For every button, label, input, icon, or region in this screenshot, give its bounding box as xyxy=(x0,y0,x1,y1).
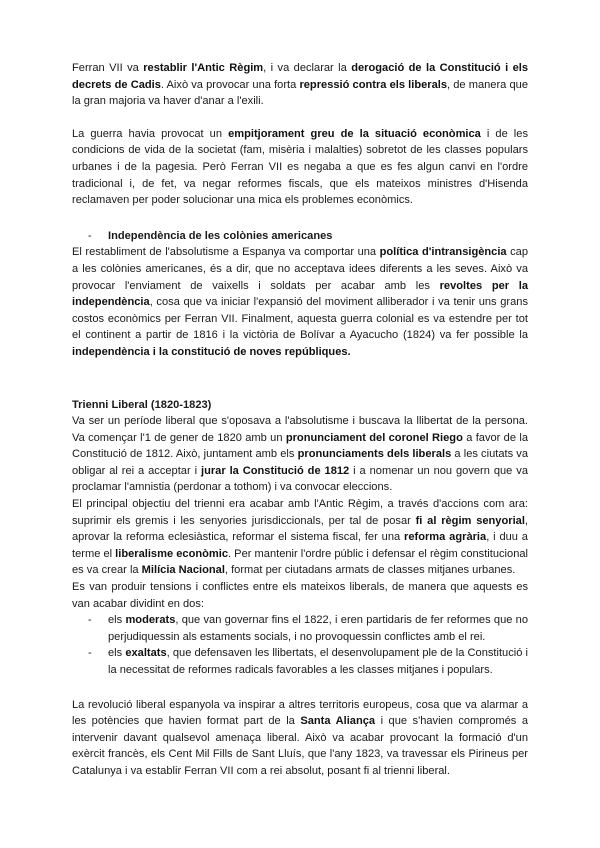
bold-text: empitjorament greu de la situació econòmica xyxy=(228,127,481,140)
document-page xyxy=(72,60,528,780)
paragraph-restoration xyxy=(72,60,528,110)
bold-text: política d'intransigència xyxy=(379,246,507,259)
text: , de manera que la gran majoria va haver d'anar a l'exili. xyxy=(72,78,528,108)
bold-text: restablir l'Antic Règim xyxy=(143,62,264,74)
bullet-dash: - xyxy=(88,614,92,627)
paragraph-economy xyxy=(72,126,528,209)
paragraph-revolution-end xyxy=(72,697,528,780)
bold-text: moderats xyxy=(125,614,176,627)
subheading-text: Independència de les colònies americanes xyxy=(108,229,333,242)
bold-text: derogació de la Constitució i els decrets de Cadis xyxy=(72,62,529,91)
bold-text: Santa Aliança xyxy=(300,715,376,728)
text: a les ciutats va obligar al rei a acceptar i xyxy=(72,448,528,477)
bold-text: Milícia Nacional xyxy=(141,564,225,577)
bullet-dash: - xyxy=(88,647,92,660)
bold-text: pronunciament del coronel Riego xyxy=(285,431,463,444)
paragraph-tensions: Es van produir tensions i conflictes entre els mateixos liberals, de manera que aquests es van acabar dividint en dos: xyxy=(72,581,528,610)
text: els xyxy=(108,647,126,660)
text: El restabliment de l'absolutisme a Espanya va comportar una xyxy=(72,246,380,259)
text: . Per mantenir l'ordre públic i defensar el règim constitucional es va crear la xyxy=(72,547,528,577)
subheading-colonies xyxy=(88,228,528,245)
bold-text: revoltes per la independència xyxy=(72,279,529,309)
text: Ferran VII va xyxy=(72,62,144,74)
bold-text: liberalisme econòmic xyxy=(115,547,229,560)
text: El principal objectiu del trienni era acabar amb l'Antic Règim, a través d'accions com ara: suprimir els gremis i les senyories jurisdiccionals, per tal de posar xyxy=(72,498,528,527)
paragraph-trienni-intro xyxy=(72,413,528,496)
bold-text: pronunciaments dels liberals xyxy=(297,448,452,461)
paragraph-colonies xyxy=(72,244,528,360)
text: a favor de la Constitució de 1812. Això, juntament amb els xyxy=(72,431,528,461)
bold-text: jurar la Constitució de 1812 xyxy=(200,464,350,477)
list-item xyxy=(88,612,528,645)
text: , i duu a terme el xyxy=(72,531,528,560)
text: , i va declarar la xyxy=(263,62,352,74)
text: . Això va provocar una forta xyxy=(160,78,300,91)
list-item xyxy=(88,645,528,678)
paragraph-trienni-goals xyxy=(72,496,528,579)
text: La guerra havia provocat un xyxy=(72,127,229,140)
text: els xyxy=(108,614,126,627)
text: i a nomenar un nou govern que va proclamar l'amnistia (perdonar a tothom) i va convocar eleccions. xyxy=(72,464,528,494)
section-heading-trienni: Trienni Liberal (1820-1823) xyxy=(72,398,212,411)
bullet-dash: - xyxy=(88,229,92,242)
bold-text: reforma agrària xyxy=(404,531,487,544)
bold-text: independència i la constitució de noves repúbliques. xyxy=(72,345,351,358)
text: , que van governar fins el 1822, i eren partidaris de fer reformes que no perjudiquessin als estaments socials, i no provoquessin conflictes amb el rei. xyxy=(108,614,528,643)
bold-text: exaltats xyxy=(125,647,167,660)
text: cap a les colònies americanes, és a dir, que no acceptava idees diferents a les seves. Això va provocar l'enviament de vaixells i soldats per acabar amb les xyxy=(72,246,529,292)
liberal-factions-list xyxy=(72,612,528,678)
bold-text: repressió contra els liberals xyxy=(299,78,447,91)
text: i que s'havien compromés a intervenir davant qualsevol amenaça liberal. Això va acabar provocant la formació d'un exèrcit francès, els Cent Mil Fills de Sant Lluís, que l'any 1823, va travessar els Pirineus per Catalunya i va establir Ferran VII com a rei absolut, posant fi al trienni liberal. xyxy=(72,715,528,777)
text: i de les condicions de vida de la societat (fam, misèria i malalties) sobretot de les classes populars urbanes i de la pagesia. Però Ferran VII es negaba a que es fes algun canvi en l'ordre tradicional i, de fet, va negar reformes fiscals, que els mateixos ministres d'Hisenda reclamaven per poder solucionar una mica els problemes econòmics. xyxy=(72,127,528,207)
text: , format per ciutadans armats de classes mitjanes urbanes. xyxy=(224,564,516,577)
text: La revolució liberal espanyola va inspirar a altres territoris europeus, cosa que va alarmar a les potències que havien format part de la xyxy=(72,698,528,728)
text: , cosa que va iniciar l'expansió del moviment alliberador i va tenir uns grans costos econòmics per Ferran VII. Finalment, aquesta guerra colonial es va estendre per tot el continent a partir de 1816 i la victòria de Bolívar a Ayacucho (1824) va fer possible la xyxy=(72,296,528,342)
text: , aprovar la reforma eclesiàstica, reformar el sistema fiscal, fer una xyxy=(72,514,528,544)
bold-text: fi al règim senyorial xyxy=(415,514,525,527)
text: , que defensaven les llibertats, el desenvolupament ple de la Constitució i la necessitat de reformes radicals favorables a les classes mitjanes i populars. xyxy=(108,647,528,676)
text: Va ser un període liberal que s'oposava a l'absolutisme i buscava la llibertat de la persona. Va començar l'1 de gener de 1820 amb un xyxy=(72,415,528,444)
